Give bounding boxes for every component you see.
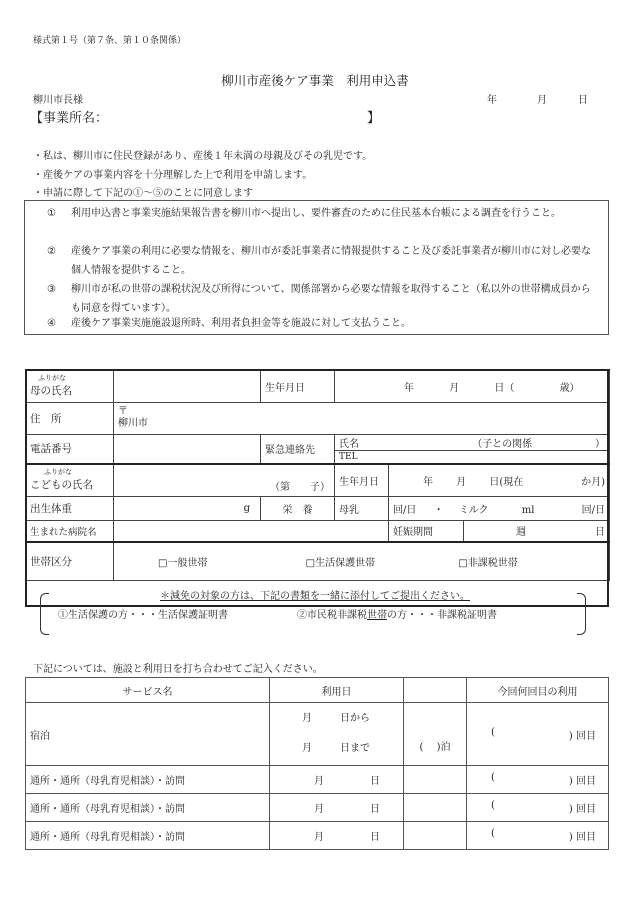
stay-to-month: 月: [302, 743, 312, 754]
services-header-row: [26, 678, 609, 703]
service-date-field[interactable]: [270, 766, 404, 794]
child-name-label: こどもの氏名: [30, 479, 93, 492]
household-row: [26, 542, 610, 580]
declaration-residency: ・私は、柳川市に住民登録があり、産後１年未満の母親及びその乳児です。: [33, 151, 373, 162]
phone-field[interactable]: [114, 434, 261, 464]
household-general-checkbox[interactable]: □一般世帯: [158, 557, 208, 569]
service-row: [26, 822, 609, 850]
mother-name-label: 母の氏名: [30, 385, 72, 398]
separator-dot: ・: [433, 504, 444, 516]
reduction-item-text: ②市民税非課税: [297, 610, 367, 621]
mother-name-field[interactable]: [114, 370, 261, 402]
child-name-label-cell: [26, 464, 114, 496]
mother-name-row: [26, 370, 610, 402]
addressee: 柳川市長様: [33, 95, 83, 106]
feeding-field[interactable]: [389, 496, 610, 520]
service-day: 日: [370, 776, 380, 787]
services-table: [25, 677, 609, 850]
service-nights-field[interactable]: [404, 822, 467, 850]
count-close: ) 回目: [568, 804, 596, 815]
household-options: [114, 542, 610, 580]
declaration-consent: ・申請に際して下記の①～⑤のことに同意します: [33, 188, 253, 199]
child-age-months: か月): [581, 476, 605, 488]
declaration-understanding: ・産後ケアの事業内容を十分理解した上で利用を申請します。: [33, 170, 313, 181]
address-field[interactable]: [114, 402, 610, 434]
count-close: ) 回目: [568, 776, 596, 787]
birth-weight-row: [26, 496, 610, 520]
service-nights-field[interactable]: [404, 794, 467, 822]
mother-dob-label: 生年月日: [261, 370, 335, 402]
services-caption: 下記については、施設と利用日を打ち合わせてご記入ください。: [33, 664, 323, 675]
consent-item: [47, 204, 598, 223]
reduction-note: [0, 587, 630, 602]
consent-number: ①: [47, 208, 56, 219]
child-dob-label: 生年月日: [335, 464, 389, 496]
stay-dates-field[interactable]: [270, 703, 404, 766]
child-dob-month: 月: [456, 476, 467, 488]
birth-order: （第 子）: [270, 481, 330, 493]
facility-label: 【事業所名：: [30, 111, 109, 126]
consent-text: 利用申込書と事業実施結果報告書を柳川市へ提出し、要件審査のために住民基本台帳による調査を行うこと。: [71, 208, 561, 219]
birth-weight-field[interactable]: [114, 496, 261, 520]
household-label: 世帯区分: [26, 542, 114, 580]
service-name: 通所・通所（母乳育児相談）・訪問: [26, 822, 270, 850]
service-date-field[interactable]: [270, 822, 404, 850]
address-city: 柳川市: [118, 418, 148, 429]
service-count-field[interactable]: [467, 794, 609, 822]
count-open: (: [491, 800, 495, 811]
furigana-label: ふりがな: [38, 374, 66, 383]
page-title: 柳川市産後ケア事業 利用申込書: [221, 73, 409, 88]
service-day: 日: [370, 804, 380, 815]
service-row: [26, 794, 609, 822]
milk-unit: ml: [521, 504, 535, 516]
consent-number: ②: [47, 246, 56, 257]
header-usage-date: 利用日: [270, 678, 404, 703]
consent-item: [47, 314, 598, 333]
mother-name-label-cell: [26, 370, 114, 402]
consent-item: [47, 280, 598, 318]
emergency-contact-label: 緊急連絡先: [261, 434, 335, 464]
reduction-item-text: の方・・・非課税証明書: [387, 610, 497, 621]
count-open: (: [491, 726, 495, 738]
furigana-label: ふりがな: [44, 468, 72, 477]
child-dob-year: 年: [423, 476, 433, 488]
stay-row: [26, 703, 609, 766]
consent-text: 柳川市が私の世帯の課税状況及び所得について、関係部署から必要な情報を取得すること（私以外の世帯構成員からも同意を得ています）。: [71, 284, 591, 314]
child-dob-day: 日(現在: [489, 476, 524, 488]
nutrition-label: 栄 養: [261, 496, 335, 520]
hospital-field[interactable]: [114, 520, 389, 542]
emergency-tel-field[interactable]: TEL: [335, 450, 610, 464]
mother-dob-month: 月: [449, 382, 460, 394]
consent-item: [47, 242, 598, 280]
service-month: 月: [314, 776, 324, 787]
stay-count-field[interactable]: [467, 703, 609, 766]
address-row: [26, 402, 610, 434]
emergency-relation-close: ）: [595, 438, 605, 450]
count-open: (: [491, 828, 495, 839]
date-year-label: 年: [487, 95, 497, 106]
hospital-label: 生まれた病院名: [26, 520, 114, 542]
count-close: ) 回目: [568, 832, 596, 843]
service-nights-field[interactable]: [404, 766, 467, 794]
stay-from-month: 月: [302, 713, 312, 724]
header-usage-count: 今回何回目の利用: [467, 678, 609, 703]
consent-text: 産後ケア事業の利用に必要な情報を、柳川市が委託事業者に情報提供すること及び委託事業者が柳川市に対し必要な個人情報を提供すること。: [71, 246, 591, 276]
form-code: 様式第１号（第７条、第１０条関係）: [33, 36, 187, 46]
birth-weight-label: 出生体重: [26, 496, 114, 520]
breast-label: 母乳: [335, 496, 389, 520]
stay-nights-field[interactable]: ( )泊: [404, 703, 467, 766]
facility-bracket-close: 】: [367, 111, 381, 126]
stay-service-name: 宿泊: [26, 703, 270, 766]
service-month: 月: [314, 832, 324, 843]
address-label: 住 所: [26, 402, 114, 434]
service-row: [26, 766, 609, 794]
header-nights: [404, 678, 467, 703]
applicant-table: [25, 369, 610, 581]
date-day-label: 日: [578, 95, 588, 106]
consent-number: ④: [47, 318, 56, 329]
emergency-name-label: 氏名: [339, 438, 359, 450]
mother-dob-day: 日（: [494, 382, 515, 394]
mother-dob-field[interactable]: [335, 370, 610, 402]
left-bracket: [40, 593, 49, 635]
phone-row: [26, 434, 610, 450]
reduction-note-heading: ＊減免の対象の方は、下記の書類を一緒に添付してご提出ください。: [160, 591, 470, 602]
gestation-label: 妊娠期間: [389, 520, 464, 542]
emergency-name-field[interactable]: [335, 434, 610, 450]
gestation-field[interactable]: [464, 520, 610, 542]
postal-mark: 〒: [118, 406, 128, 417]
service-month: 月: [314, 804, 324, 815]
child-name-field[interactable]: [114, 464, 335, 496]
count-close: ) 回目: [568, 730, 596, 742]
phone-label: 電話番号: [26, 434, 114, 464]
service-count-field[interactable]: [467, 766, 609, 794]
service-name: 通所・通所（母乳育児相談）・訪問: [26, 794, 270, 822]
weight-unit: g: [243, 502, 250, 514]
reduction-item-nontaxable: [297, 606, 497, 621]
count-open: (: [491, 772, 495, 783]
consent-box: [24, 200, 609, 335]
facility-name-field[interactable]: [110, 107, 360, 123]
gestation-week: 週: [516, 527, 526, 539]
reduction-item-welfare: ①生活保護の方・・・生活保護証明書: [58, 610, 228, 621]
date-month-label: 月: [537, 95, 547, 106]
breast-unit: 回/日: [393, 504, 417, 516]
service-date-field[interactable]: [270, 794, 404, 822]
gestation-day: 日: [595, 527, 605, 539]
service-day: 日: [370, 832, 380, 843]
child-dob-field[interactable]: [389, 464, 610, 496]
household-welfare-checkbox[interactable]: □生活保護世帯: [305, 557, 376, 569]
right-bracket: [577, 593, 586, 635]
mother-dob-year: 年: [404, 382, 414, 394]
mother-age-suffix: 歳）: [559, 382, 580, 394]
household-nontaxable-checkbox[interactable]: □非課税世帯: [458, 557, 518, 569]
stay-to-day: 日まで: [340, 743, 370, 754]
service-count-field[interactable]: [467, 822, 609, 850]
reduction-item-underlined: 世帯: [367, 610, 387, 621]
hospital-row: [26, 520, 610, 542]
service-name: 通所・通所（母乳育児相談）・訪問: [26, 766, 270, 794]
header-service-name: サービス名: [26, 678, 270, 703]
child-name-row: [26, 464, 610, 496]
milk-frequency: 回/日: [581, 504, 605, 516]
stay-from-day: 日から: [340, 713, 370, 724]
milk-label: ミルク: [458, 504, 489, 516]
emergency-relation-label: （子との関係: [472, 438, 533, 450]
consent-text: 産後ケア事業実施施設退所時、利用者負担金等を施設に対して支払うこと。: [71, 318, 411, 329]
consent-number: ③: [47, 284, 56, 295]
